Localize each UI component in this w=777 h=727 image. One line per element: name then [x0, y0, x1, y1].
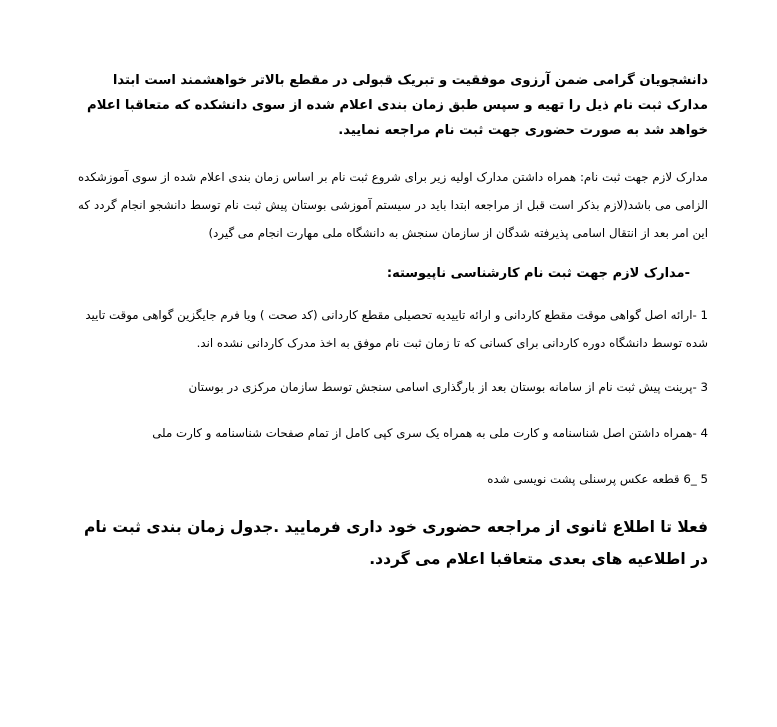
list-item: 1 -ارائه اصل گواهی موقت مقطع کاردانی و ارائه تاییدیه تحصیلی مقطع کاردانی (کد صحت ) ویا فرم جایگزین گواهی موقت تایید شده توسط دانشگاه دوره کاردانی برای کسانی که تا زمان ثبت نام موفق به اخذ مدرک کاردانی نشده اند.	[85, 308, 708, 350]
announcement-document	[78, 68, 708, 575]
list-item: 4 -همراه داشتن اصل شناسنامه و کارت ملی به همراه یک سری کپی کامل از تمام صفحات شناسنامه و کارت ملی	[152, 426, 708, 440]
section-heading: -مدارک لازم جهت ثبت نام کارشناسی ناپیوسته:	[386, 266, 690, 281]
required-documents-paragraph: مدارک لازم جهت ثبت نام: همراه داشتن مدارک اولیه زیر برای شروع ثبت نام بر اساس زمان بندی اعلام شده از سوی آموزشکده الزامی می باشد(لازم بذکر است قبل از مراجعه ابتدا باید در سیستم آموزشی بوستان پیش ثبت نام توسط دانشجو انجام گردد که این امر بعد از انتقال اسامی پذیرفته شدگان از سازمان سنجش به دانشگاه ملی مهارت انجام می گیرد)	[78, 170, 708, 240]
list-item: 3 -پرینت پیش ثبت نام از سامانه بوستان بعد از بارگذاری اسامی سنجش توسط سازمان مرکزی در بوستان	[188, 380, 708, 394]
list-item: 5 _6 قطعه عکس پرسنلی پشت نویسی شده	[487, 472, 708, 486]
intro-paragraph: دانشجویان گرامی ضمن آرزوی موفقیت و تبریک قبولی در مقطع بالاتر خواهشمند است ابتدا مدارک ثبت نام ذیل را تهیه و سپس طبق زمان بندی اعلام شده از سوی دانشکده که متعاقبا اعلام خواهد شد به صورت حضوری جهت ثبت نام مراجعه نمایید.	[87, 73, 708, 138]
footer-notice: فعلا تا اطلاع ثانوی از مراجعه حضوری خود داری فرمایید .جدول زمان بندی ثبت نام در اطلاعیه های بعدی متعاقبا اعلام می گردد.	[84, 518, 708, 568]
